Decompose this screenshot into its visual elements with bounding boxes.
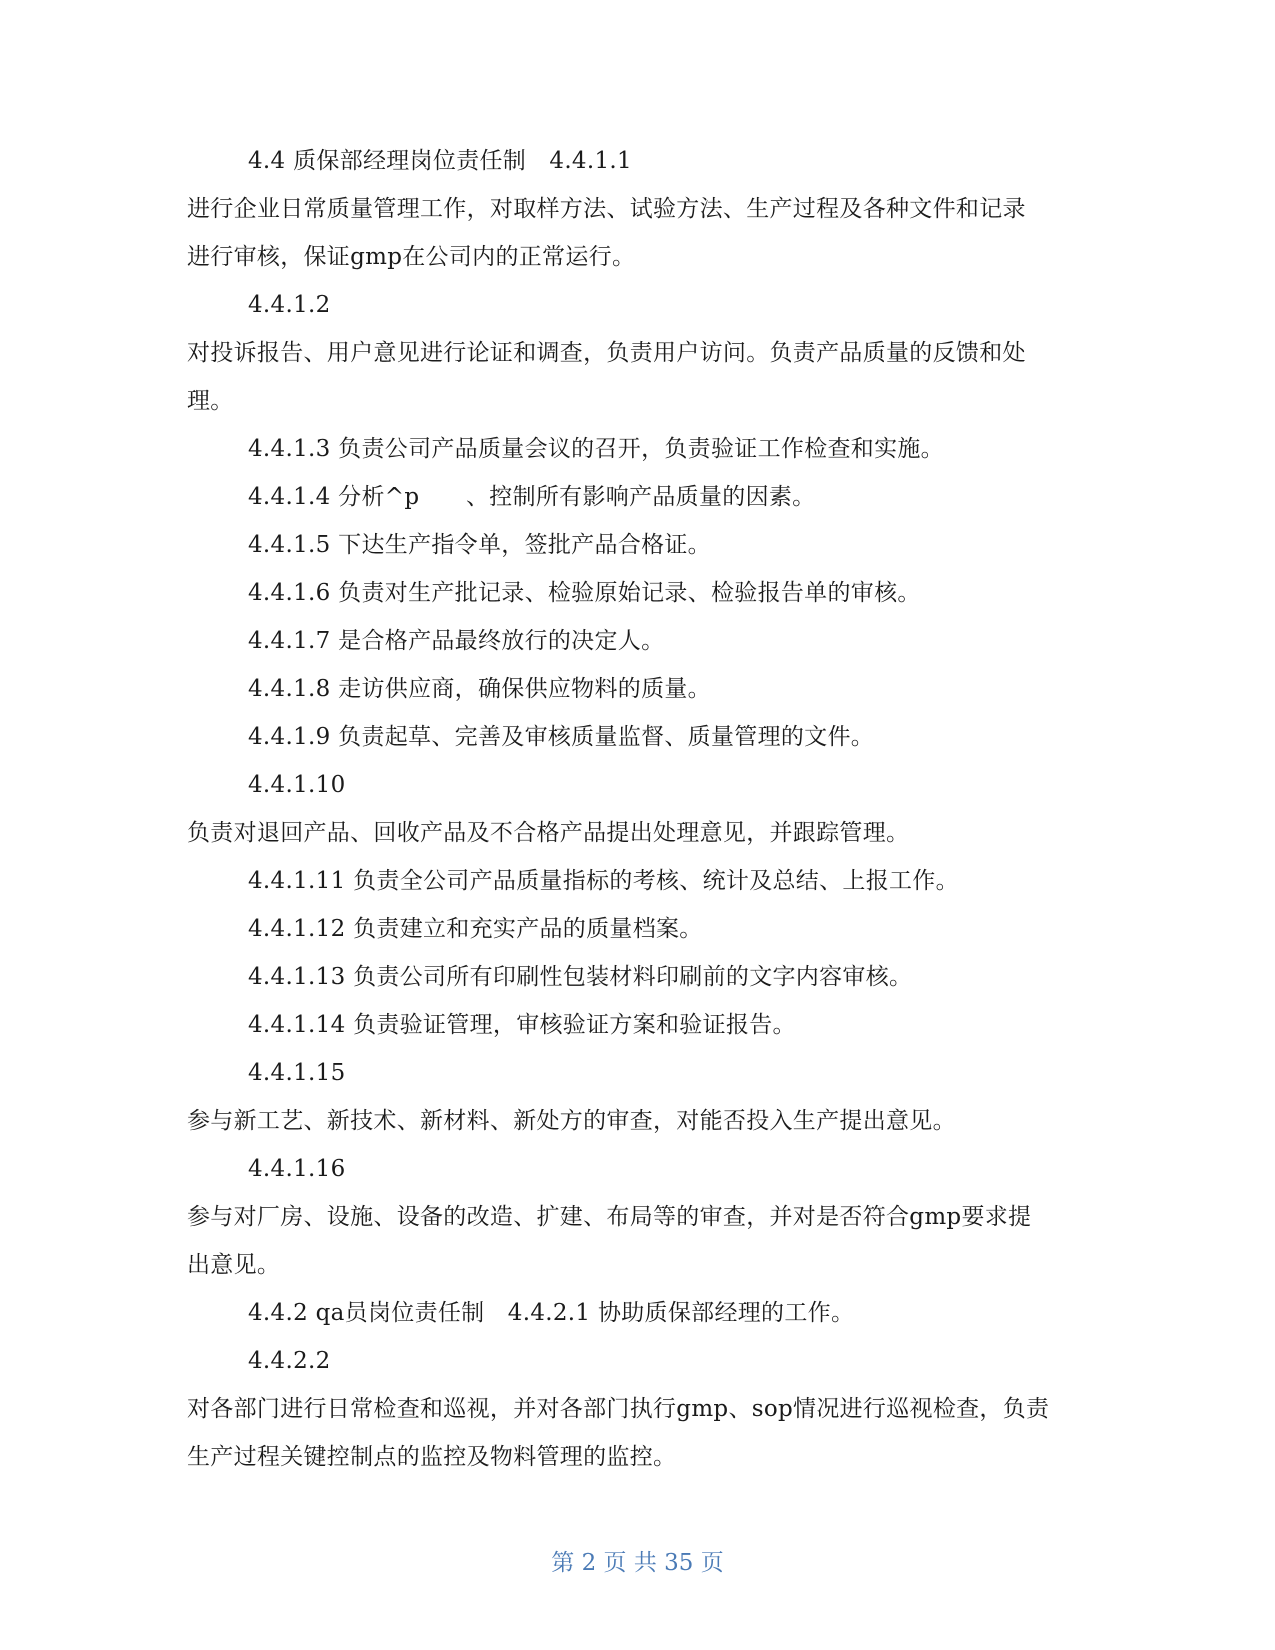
text-line: 4.4.1.13 负责公司所有印刷性包装材料印刷前的文字内容审核。 xyxy=(248,964,913,990)
text-line: 4.4.2.2 xyxy=(248,1348,331,1374)
text-line: 4.4.1.15 xyxy=(248,1060,346,1086)
page-number-footer: 第 2 页 共 35 页 xyxy=(551,1550,724,1576)
text-line: 参与新工艺、新技术、新材料、新处方的审查，对能否投入生产提出意见。 xyxy=(187,1108,956,1134)
text-line: 4.4.1.16 xyxy=(248,1156,346,1182)
text-line: 参与对厂房、设施、设备的改造、扩建、布局等的审查，并对是否符合gmp要求提 xyxy=(187,1204,1032,1230)
text-line: 负责对退回产品、回收产品及不合格产品提出处理意见，并跟踪管理。 xyxy=(187,820,910,846)
text-line: 进行审核，保证gmp在公司内的正常运行。 xyxy=(187,244,636,270)
text-line: 进行企业日常质量管理工作，对取样方法、试验方法、生产过程及各种文件和记录 xyxy=(187,196,1026,222)
text-line: 对各部门进行日常检查和巡视，并对各部门执行gmp、sop情况进行巡视检查，负责 xyxy=(187,1396,1050,1422)
text-line: 4.4.2 qa员岗位责任制 4.4.2.1 协助质保部经理的工作。 xyxy=(248,1300,855,1326)
text-line: 对投诉报告、用户意见进行论证和调查，负责用户访问。负责产品质量的反馈和处 xyxy=(187,340,1026,366)
text-line: 4.4.1.6 负责对生产批记录、检验原始记录、检验报告单的审核。 xyxy=(248,580,921,606)
text-line: 4.4.1.11 负责全公司产品质量指标的考核、统计及总结、上报工作。 xyxy=(248,868,959,894)
text-line: 4.4.1.5 下达生产指令单，签批产品合格证。 xyxy=(248,532,711,558)
text-line: 理。 xyxy=(187,388,234,414)
text-line: 4.4.1.4 分析^p 、控制所有影响产品质量的因素。 xyxy=(248,484,816,510)
text-line: 出意见。 xyxy=(187,1252,281,1278)
text-line: 4.4.1.12 负责建立和充实产品的质量档案。 xyxy=(248,916,703,942)
text-line: 4.4 质保部经理岗位责任制 4.4.1.1 xyxy=(248,148,632,174)
text-line: 4.4.1.8 走访供应商，确保供应物料的质量。 xyxy=(248,676,711,702)
text-line: 4.4.1.9 负责起草、完善及审核质量监督、质量管理的文件。 xyxy=(248,724,875,750)
text-line: 4.4.1.7 是合格产品最终放行的决定人。 xyxy=(248,628,665,654)
text-line: 生产过程关键控制点的监控及物料管理的监控。 xyxy=(187,1444,677,1470)
text-line: 4.4.1.10 xyxy=(248,772,346,798)
text-line: 4.4.1.3 负责公司产品质量会议的召开，负责验证工作检查和实施。 xyxy=(248,436,944,462)
text-line: 4.4.1.14 负责验证管理，审核验证方案和验证报告。 xyxy=(248,1012,796,1038)
text-line: 4.4.1.2 xyxy=(248,292,331,318)
